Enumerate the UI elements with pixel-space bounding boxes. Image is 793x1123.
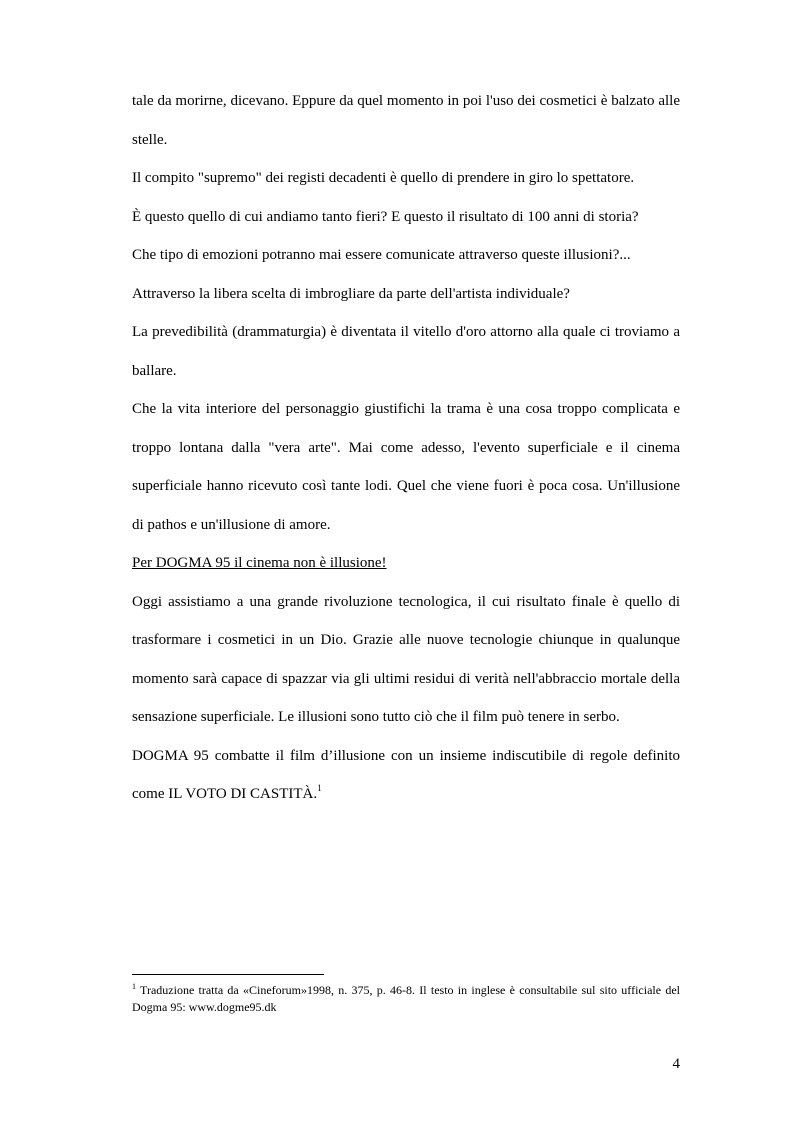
paragraph-free-choice: Attraverso la libera scelta di imbrogliare da parte dell'artista individuale? [132,285,570,302]
paragraph-technological-revolution: Oggi assistiamo a una grande rivoluzione tecnologica, il cui risultato finale è quello di trasformare i cosmetici in un Dio. Grazie alle nuove tecnologie chiunque in qualunque momento sarà capace di spazzar via gli ultimi residui di verità nell'abbraccio mortale della sensazione superficiale. Le illusioni sono tutto ciò che il film può tenere in serbo. [132,593,680,725]
footnote-divider [132,974,324,975]
paragraph-supreme-task: Il compito "supremo" dei registi decadenti è quello di prendere in giro lo spettatore. [132,170,635,186]
paragraph-vow-of-chastity [132,737,680,814]
paragraph-dogma-heading: Per DOGMA 95 il cinema non è illusione! [132,555,387,571]
paragraph-emotions-question: Che tipo di emozioni potranno mai essere comunicate attraverso queste illusioni?... [132,247,631,263]
document-body [132,82,680,814]
footnote-reference[interactable]: 1 [317,783,322,793]
footnote-text: Traduzione tratta da «Cineforum»1998, n. 375, p. 46-8. Il testo in inglese è consultabile sul sito ufficiale del Dogma 95: www.dogme95.dk [132,983,680,1014]
paragraph-proud-question: È questo quello di cui andiamo tanto fieri? E questo il risultato di 100 anni di storia? [132,208,639,225]
paragraph-inner-life: Che la vita interiore del personaggio giustifichi la trama è una cosa troppo complicata e troppo lontana dalla "vera arte". Mai come adesso, l'evento superficiale e il cinema superficiale hanno ricevuto così tante lodi. Quel che viene fuori è poca cosa. Un'illusione di pathos e un'illusione di amore. [132,401,680,533]
paragraph-predictability: La prevedibilità (drammaturgia) è diventata il vitello d'oro attorno alla quale ci troviamo a ballare. [132,324,680,379]
page-number: 4 [672,1056,680,1072]
paragraph-cosmetics-stars: tale da morirne, dicevano. Eppure da quel momento in poi l'uso dei cosmetici è balzato alle stelle. [132,93,680,148]
footnote [132,982,680,1016]
footnote-marker: 1 [132,982,136,991]
vow-of-chastity-text: DOGMA 95 combatte il film d’illusione con un insieme indiscutibile di regole definito come IL VOTO DI CASTITÀ. [132,747,680,802]
